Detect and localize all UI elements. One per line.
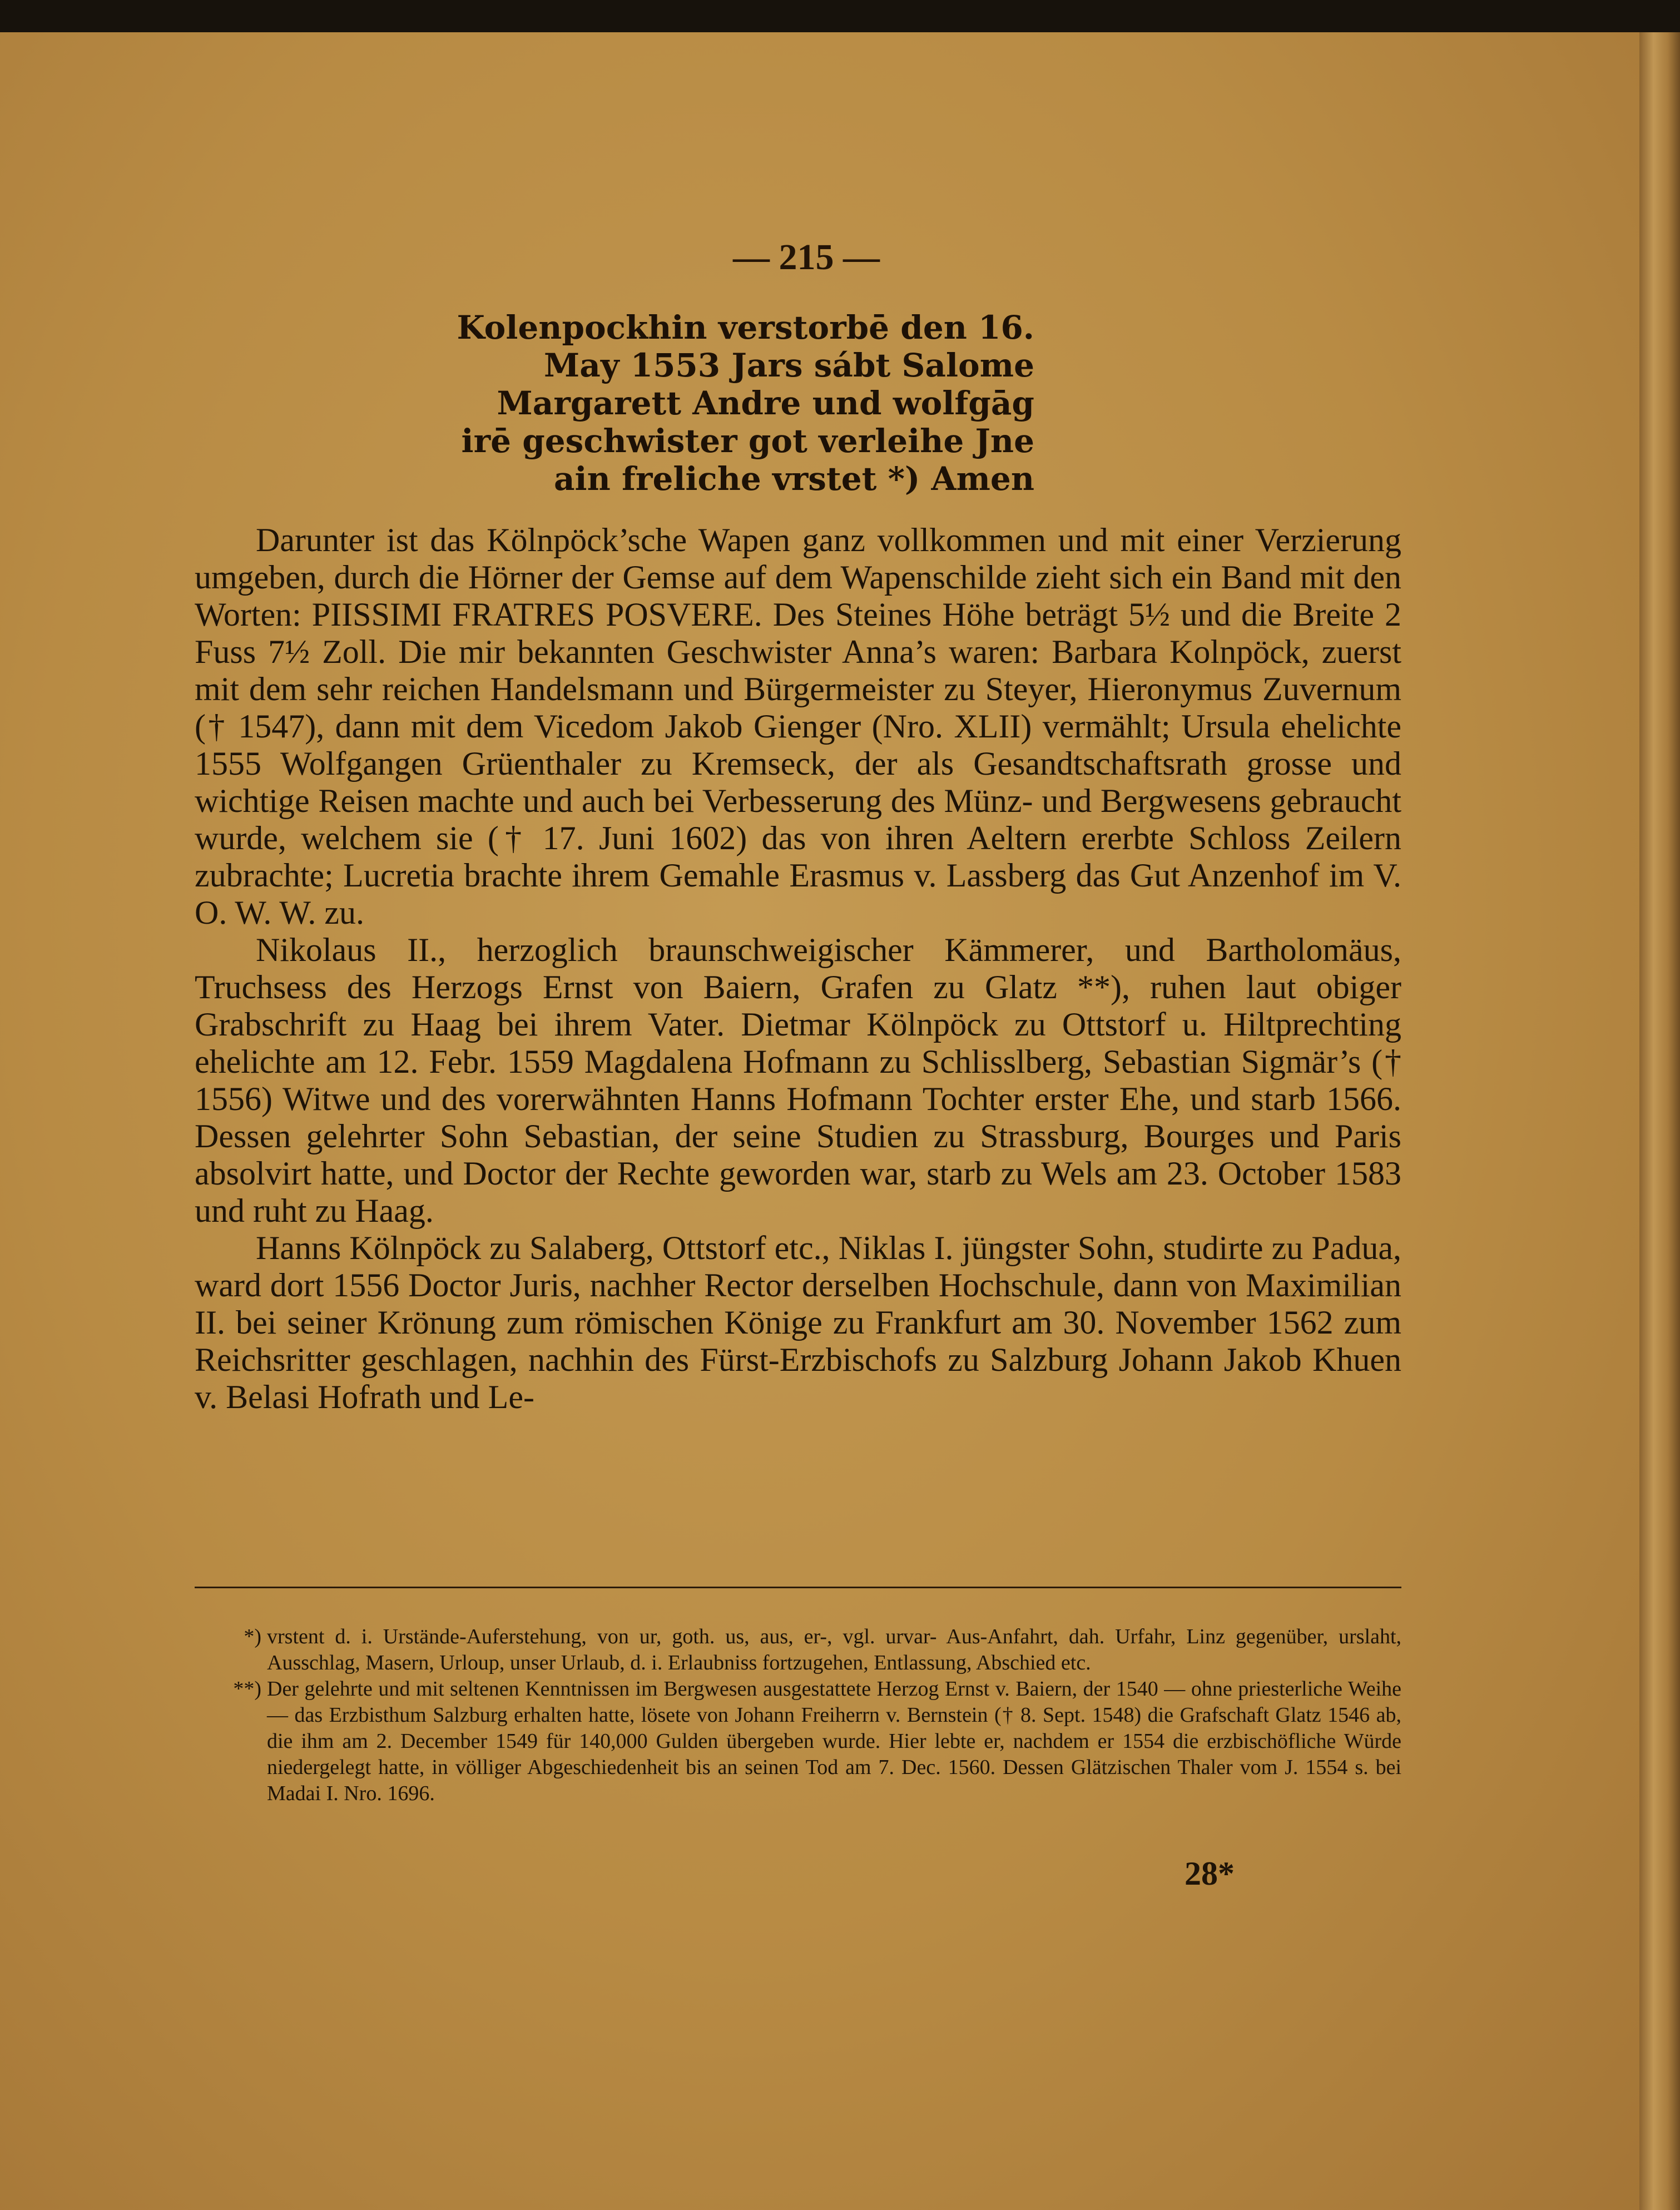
page-edge bbox=[1639, 32, 1680, 2210]
paragraph: Nikolaus II., herzoglich braunschweigischer Kämmerer, und Bartholomäus, Truchsess des Herzogs Ernst von Baiern, Grafen zu Glatz **), ruhen laut obiger Grabschrift zu Haag bei ihrem Vater. Dietmar Kölnpöck zu Ottstorf u. Hiltprechting ehelichte am 12. Febr. 1559 Magdalena Hofmann zu Schlisslberg, Sebastian Sigmär’s († 1556) Witwe und des vorerwähnten Hanns Hofmann Tochter erster Ehe, und starb 1566. Dessen gelehrter Sohn Sebastian, der seine Studien zu Strassburg, Bourges und Paris absolvirt hatte, und Doctor der Rechte geworden war, starb zu Wels am 23. October 1583 und ruht zu Haag. bbox=[195, 931, 1401, 1229]
inscription-line: Margarett Andre und wolfgāg bbox=[497, 384, 1034, 422]
footnote-text: vrstent d. i. Urstände-Auferstehung, von ur, goth. us, aus, er-, vgl. urvar- Aus-Anfahrt, dah. Urfahr, Linz gegenüber, urslaht, Ausschlag, Masern, Urloup, unser Urlaub, d. i. Erlaubniss fortzugehen, Entlassung, Abschied etc. bbox=[267, 1625, 1401, 1674]
footnote bbox=[195, 1624, 1401, 1676]
footnote bbox=[195, 1676, 1401, 1807]
footnote-text: Der gelehrte und mit seltenen Kenntnissen im Bergwesen ausgestattete Herzog Ernst v. Baiern, der 1540 — ohne priesterliche Weihe — das Erzbisthum Salzburg erhalten hatte, lösete von Johann Freiherrn v. Bernstein († 8. Sept. 1548) die Grafschaft Glatz 1546 ab, die ihm am 2. December 1549 für 140,000 Gulden übergeben wurde. Hier lebte er, nachdem er 1554 die erzbischöfliche Würde niedergelegt hatte, in völliger Abgeschiedenheit bis an seinen Tod am 7. Dec. 1560. Dessen Glätzischen Thaler vom J. 1554 s. bei Madai I. Nro. 1696. bbox=[267, 1677, 1401, 1805]
inscription-line: irē geschwister got verleihe Jne bbox=[461, 422, 1034, 460]
inscription-line: May 1553 Jars sábt Salome bbox=[544, 346, 1034, 384]
page-number: — 215 — bbox=[733, 237, 880, 278]
paragraph: Hanns Kölnpöck zu Salaberg, Ottstorf etc., Niklas I. jüngster Sohn, studirte zu Padua, ward dort 1556 Doctor Juris, nachher Rector derselben Hochschule, dann von Maximilian II. bei seiner Krönung zum römischen Könige zu Frankfurt am 30. November 1562 zum Reichsritter geschlagen, nachhin des Fürst-Erzbischofs zu Salzburg Johann Jakob Khuen v. Belasi Hofrath und Le- bbox=[195, 1230, 1401, 1415]
footnote-mark: **) bbox=[233, 1677, 261, 1701]
footnotes bbox=[195, 1624, 1401, 1807]
inscription-block bbox=[334, 309, 1034, 498]
footnote-mark: *) bbox=[244, 1625, 261, 1648]
body-text bbox=[195, 522, 1401, 1416]
inscription-line: ain freliche vrstet *) Amen bbox=[553, 460, 1034, 498]
footnote-divider bbox=[195, 1587, 1401, 1588]
signature-mark: 28* bbox=[1185, 1855, 1235, 1892]
paragraph: Darunter ist das Kölnpöck’sche Wapen ganz vollkommen und mit einer Verzierung umgeben, durch die Hörner der Gemse auf dem Wapenschilde zieht sich ein Band mit den Worten: PIISSIMI FRATRES POSVERE. Des Steines Höhe beträgt 5½ und die Breite 2 Fuss 7½ Zoll. Die mir bekannten Geschwister Anna’s waren: Barbara Kolnpöck, zuerst mit dem sehr reichen Handelsmann und Bürgermeister zu Steyer, Hieronymus Zuvernum († 1547), dann mit dem Vicedom Jakob Gienger (Nro. XLII) vermählt; Ursula ehelichte 1555 Wolfgangen Grüenthaler zu Kremseck, der als Gesandtschaftsrath grosse und wichtige Reisen machte und auch bei Verbesserung des Münz- und Bergwesens gebraucht wurde, welchem sie († 17. Juni 1602) das von ihren Aeltern ererbte Schloss Zeilern zubrachte; Lucretia brachte ihrem Gemahle Erasmus v. Lassberg das Gut Anzenhof im V. O. W. W. zu. bbox=[195, 522, 1401, 931]
inscription-line: Kolenpockhin verstorbē den 16. bbox=[457, 309, 1034, 346]
